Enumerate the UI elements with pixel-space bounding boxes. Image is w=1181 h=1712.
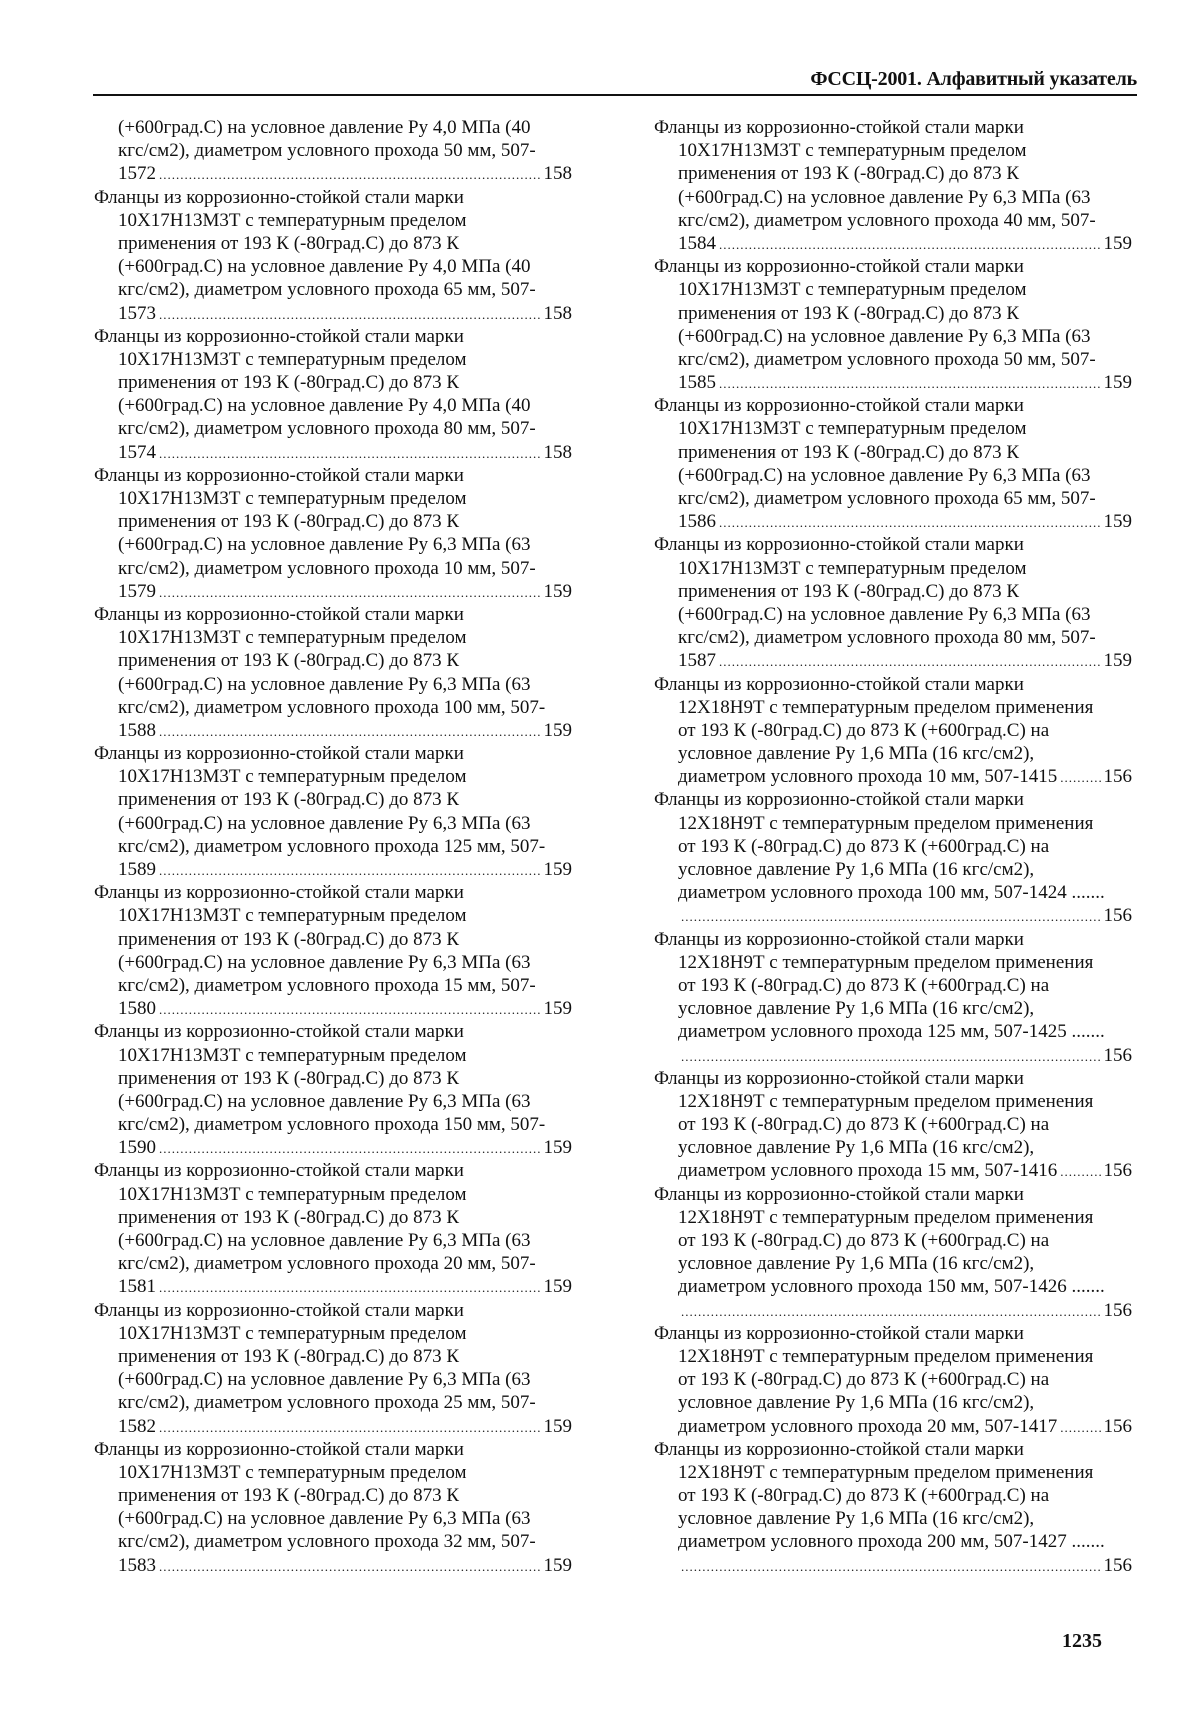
entry-line: применения от 193 К (-80град.С) до 873 К — [678, 441, 1020, 463]
entry-code: диаметром условного прохода 20 мм, 507-1417 — [678, 1415, 1058, 1437]
entry-line: 12Х18Н9Т с температурным пределом применения — [678, 951, 1094, 973]
index-entry — [94, 603, 572, 742]
entry-last-line — [654, 1554, 1132, 1577]
entry-line: 10Х17Н13М3Т с температурным пределом — [118, 627, 467, 649]
entry-code: 1587 — [678, 650, 716, 672]
entry-last-line — [94, 162, 572, 185]
entry-last-line — [94, 719, 572, 742]
entry-line: (+600град.С) на условное давление Ру 4,0 МПа (40 — [118, 256, 531, 278]
index-entry — [94, 742, 572, 881]
entry-page-number: 156 — [1103, 1044, 1132, 1066]
entry-line: (+600град.С) на условное давление Ру 6,3 МПа (63 — [678, 186, 1091, 208]
entry-line: 10Х17Н13М3Т с температурным пределом — [118, 1322, 467, 1344]
index-column-left — [94, 116, 572, 1577]
entry-line: 10Х17Н13М3Т с температурным пределом — [118, 766, 467, 788]
entry-line: применения от 193 К (-80град.С) до 873 К — [118, 1485, 460, 1507]
dot-leader — [681, 1300, 1101, 1322]
entry-line: Фланцы из коррозионно-стойкой стали марки — [654, 534, 1024, 556]
entry-last-line — [94, 1275, 572, 1298]
entry-page-number: 159 — [1103, 372, 1132, 394]
entry-line: условное давление Ру 1,6 МПа (16 кгс/см2), — [678, 1137, 1035, 1159]
entry-last-line — [94, 580, 572, 603]
entry-line: кгс/см2), диаметром условного прохода 32 мм, 507- — [118, 1531, 536, 1553]
dot-leader — [159, 1416, 541, 1438]
entry-line: Фланцы из коррозионно-стойкой стали марки — [94, 603, 464, 625]
entry-line: применения от 193 К (-80град.С) до 873 К — [118, 1206, 460, 1228]
entry-line: Фланцы из коррозионно-стойкой стали марки — [94, 882, 464, 904]
dot-leader — [159, 581, 541, 603]
entry-line: применения от 193 К (-80град.С) до 873 К — [118, 372, 460, 394]
entry-last-line — [654, 510, 1132, 533]
entry-line: (+600град.С) на условное давление Ру 6,3 МПа (63 — [118, 812, 531, 834]
entry-line: кгс/см2), диаметром условного прохода 10 мм, 507- — [118, 557, 536, 579]
entry-page-number: 159 — [543, 580, 572, 602]
entry-line: 12Х18Н9Т с температурным пределом применения — [678, 1206, 1094, 1228]
index-entry — [94, 1159, 572, 1298]
dot-leader — [159, 442, 541, 464]
entry-code: 1579 — [118, 580, 156, 602]
index-entry — [94, 186, 572, 325]
entry-page-number: 156 — [1103, 905, 1132, 927]
entry-line: 10Х17Н13М3Т с температурным пределом — [678, 140, 1027, 162]
entry-line: 10Х17Н13М3Т с температурным пределом — [118, 348, 467, 370]
entry-line: применения от 193 К (-80град.С) до 873 К — [118, 511, 460, 533]
entry-line: кгс/см2), диаметром условного прохода 65 мм, 507- — [678, 488, 1096, 509]
entry-line: 12Х18Н9Т с температурным пределом применения — [678, 1090, 1094, 1112]
entry-line: (+600град.С) на условное давление Ру 4,0 МПа (40 — [118, 117, 531, 138]
entry-line: кгс/см2), диаметром условного прохода 40 мм, 507- — [678, 209, 1096, 231]
entry-code: 1590 — [118, 1137, 156, 1159]
index-entry — [94, 1438, 572, 1577]
entry-line: Фланцы из коррозионно-стойкой стали марки — [94, 1438, 464, 1460]
entry-code: диаметром условного прохода 15 мм, 507-1416 — [678, 1160, 1058, 1182]
entry-last-line — [94, 1136, 572, 1159]
entry-page-number: 159 — [543, 1276, 572, 1298]
index-entry — [94, 325, 572, 464]
entry-page-number: 156 — [1103, 1415, 1132, 1437]
entry-line: Фланцы из коррозионно-стойкой стали марки — [654, 1322, 1024, 1344]
entry-code: 1583 — [118, 1554, 156, 1576]
dot-leader — [681, 1045, 1101, 1067]
entry-line: 10Х17Н13М3Т с температурным пределом — [678, 279, 1027, 301]
entry-line: (+600град.С) на условное давление Ру 6,3 МПа (63 — [118, 951, 531, 973]
entry-code: 1586 — [678, 511, 716, 533]
dot-leader — [159, 1276, 541, 1298]
entry-line: 10Х17Н13М3Т с температурным пределом — [678, 418, 1027, 440]
entry-line: Фланцы из коррозионно-стойкой стали марки — [654, 928, 1024, 950]
entry-line: кгс/см2), диаметром условного прохода 65 мм, 507- — [118, 279, 536, 301]
entry-last-line — [94, 997, 572, 1020]
index-entry — [94, 116, 572, 186]
entry-page-number: 159 — [543, 859, 572, 880]
entry-page-number: 159 — [543, 998, 572, 1020]
entry-line: 12Х18Н9Т с температурным пределом применения — [678, 1345, 1094, 1367]
entry-code: 1580 — [118, 998, 156, 1020]
dot-leader — [159, 998, 541, 1020]
entry-line: условное давление Ру 1,6 МПа (16 кгс/см2), — [678, 859, 1035, 880]
entry-line: применения от 193 К (-80град.С) до 873 К — [118, 1345, 460, 1367]
entry-line: 10Х17Н13М3Т с температурным пределом — [118, 488, 467, 509]
entry-page-number: 159 — [543, 1137, 572, 1159]
entry-page-number: 159 — [543, 1415, 572, 1437]
entry-line: от 193 К (-80град.С) до 873 К (+600град.С) на — [678, 719, 1050, 741]
dot-leader — [719, 372, 1101, 394]
entry-line: условное давление Ру 1,6 МПа (16 кгс/см2), — [678, 998, 1035, 1020]
entry-code: 1573 — [118, 302, 156, 324]
entry-line: применения от 193 К (-80град.С) до 873 К — [118, 789, 460, 811]
entry-line: (+600град.С) на условное давление Ру 6,3 МПа (63 — [118, 673, 531, 695]
running-header — [93, 66, 1137, 96]
entry-line: 10Х17Н13М3Т с температурным пределом — [118, 209, 467, 231]
entry-line: применения от 193 К (-80град.С) до 873 К — [118, 232, 460, 254]
entry-line: кгс/см2), диаметром условного прохода 50 мм, 507- — [678, 348, 1096, 370]
entry-line: Фланцы из коррозионно-стойкой стали марки — [94, 325, 464, 347]
entry-page-number: 159 — [1103, 232, 1132, 254]
index-entry — [654, 1438, 1132, 1577]
entry-line: от 193 К (-80град.С) до 873 К (+600град.С) на — [678, 974, 1050, 996]
entry-code: 1585 — [678, 372, 716, 394]
dot-leader — [1060, 766, 1100, 788]
entry-last-line — [654, 1044, 1132, 1067]
entry-line: от 193 К (-80град.С) до 873 К (+600град.С) на — [678, 835, 1050, 857]
entry-line: условное давление Ру 1,6 МПа (16 кгс/см2), — [678, 1508, 1035, 1530]
entry-line: Фланцы из коррозионно-стойкой стали марки — [654, 673, 1024, 695]
entry-line: от 193 К (-80град.С) до 873 К (+600град.С) на — [678, 1114, 1050, 1136]
entry-page-number: 156 — [1103, 1299, 1132, 1321]
index-entry — [654, 673, 1132, 789]
entry-line: Фланцы из коррозионно-стойкой стали марки — [654, 1438, 1024, 1460]
entry-last-line — [654, 371, 1132, 394]
entry-page-number: 156 — [1103, 1160, 1132, 1182]
entry-last-line — [654, 904, 1132, 927]
entry-line: кгс/см2), диаметром условного прохода 100 мм, 507- — [118, 696, 546, 718]
index-entry — [654, 1067, 1132, 1183]
entry-last-line — [94, 441, 572, 464]
entry-last-line — [654, 1159, 1132, 1182]
index-entry — [654, 394, 1132, 533]
entry-line: (+600град.С) на условное давление Ру 6,3 МПа (63 — [678, 464, 1091, 486]
dot-leader — [159, 303, 541, 325]
dot-leader — [719, 511, 1101, 533]
entry-code: 1584 — [678, 232, 716, 254]
entry-page-number: 156 — [1103, 1554, 1132, 1576]
entry-line: применения от 193 К (-80град.С) до 873 К — [118, 650, 460, 672]
entry-line: применения от 193 К (-80град.С) до 873 К — [118, 1067, 460, 1089]
entry-line: кгс/см2), диаметром условного прохода 80 мм, 507- — [678, 627, 1096, 649]
entry-line: Фланцы из коррозионно-стойкой стали марки — [94, 1299, 464, 1321]
entry-page-number: 158 — [543, 163, 572, 185]
entry-line: от 193 К (-80град.С) до 873 К (+600град.С) на — [678, 1230, 1050, 1251]
entry-last-line — [94, 1554, 572, 1577]
entry-line: 10Х17Н13М3Т с температурным пределом — [118, 1044, 467, 1066]
entry-line: 12Х18Н9Т с температурным пределом применения — [678, 1461, 1094, 1483]
entry-code: 1589 — [118, 859, 156, 880]
entry-line: 10Х17Н13М3Т с температурным пределом — [118, 905, 467, 927]
entry-line: Фланцы из коррозионно-стойкой стали марки — [94, 464, 464, 486]
entry-line: условное давление Ру 1,6 МПа (16 кгс/см2), — [678, 1392, 1035, 1414]
dot-leader — [159, 163, 541, 185]
entry-line: (+600град.С) на условное давление Ру 6,3 МПа (63 — [118, 1230, 531, 1251]
entry-line: Фланцы из коррозионно-стойкой стали марки — [94, 743, 464, 765]
entry-line: (+600град.С) на условное давление Ру 6,3 МПа (63 — [678, 603, 1091, 625]
entry-line: применения от 193 К (-80град.С) до 873 К — [678, 302, 1020, 324]
dot-leader — [681, 905, 1101, 927]
index-entry — [94, 464, 572, 603]
entry-line: кгс/см2), диаметром условного прохода 25 мм, 507- — [118, 1392, 536, 1414]
entry-line: Фланцы из коррозионно-стойкой стали марки — [654, 117, 1024, 138]
entry-last-line — [654, 649, 1132, 672]
index-entry — [654, 255, 1132, 394]
entry-last-line — [654, 1415, 1132, 1438]
entry-line: условное давление Ру 1,6 МПа (16 кгс/см2), — [678, 1253, 1035, 1275]
entry-line: от 193 К (-80град.С) до 873 К (+600град.С) на — [678, 1369, 1050, 1391]
entry-line: 12Х18Н9Т с температурным пределом применения — [678, 812, 1094, 834]
entry-line: Фланцы из коррозионно-стойкой стали марки — [94, 1021, 464, 1043]
entry-line: (+600град.С) на условное давление Ру 6,3 МПа (63 — [118, 534, 531, 556]
entry-line: Фланцы из коррозионно-стойкой стали марки — [654, 256, 1024, 278]
index-entry — [654, 533, 1132, 672]
index-entry — [654, 1322, 1132, 1438]
entry-page-number: 158 — [543, 302, 572, 324]
entry-line: диаметром условного прохода 150 мм, 507-1426 ....... — [678, 1276, 1105, 1298]
dot-leader — [1060, 1160, 1100, 1182]
entry-line: применения от 193 К (-80град.С) до 873 К — [678, 163, 1020, 185]
entry-line: Фланцы из коррозионно-стойкой стали марки — [94, 186, 464, 208]
entry-line: кгс/см2), диаметром условного прохода 125 мм, 507- — [118, 835, 546, 857]
entry-page-number: 156 — [1103, 766, 1132, 788]
index-column-right — [654, 116, 1132, 1577]
entry-line: кгс/см2), диаметром условного прохода 50 мм, 507- — [118, 140, 536, 162]
entry-last-line — [94, 1415, 572, 1438]
index-entry — [94, 881, 572, 1020]
entry-line: от 193 К (-80град.С) до 873 К (+600град.С) на — [678, 1485, 1050, 1507]
dot-leader — [719, 233, 1101, 255]
index-entry — [654, 928, 1132, 1067]
entry-line: 12Х18Н9Т с температурным пределом применения — [678, 696, 1094, 718]
index-entry — [654, 1183, 1132, 1322]
entry-line: кгс/см2), диаметром условного прохода 150 мм, 507- — [118, 1114, 546, 1136]
entry-line: 10Х17Н13М3Т с температурным пределом — [118, 1461, 467, 1483]
entry-code: 1582 — [118, 1415, 156, 1437]
dot-leader — [1060, 1416, 1100, 1438]
entry-code: 1581 — [118, 1276, 156, 1298]
entry-line: Фланцы из коррозионно-стойкой стали марки — [654, 395, 1024, 417]
entry-line: условное давление Ру 1,6 МПа (16 кгс/см2), — [678, 743, 1035, 765]
dot-leader — [681, 1555, 1101, 1577]
entry-line: (+600град.С) на условное давление Ру 4,0 МПа (40 — [118, 395, 531, 417]
entry-line: 10Х17Н13М3Т с температурным пределом — [678, 557, 1027, 579]
entry-line: диаметром условного прохода 200 мм, 507-1427 ....... — [678, 1531, 1105, 1553]
entry-page-number: 159 — [1103, 650, 1132, 672]
dot-leader — [719, 650, 1101, 672]
index-entry — [654, 788, 1132, 927]
index-entry — [654, 116, 1132, 255]
entry-line: (+600град.С) на условное давление Ру 6,3 МПа (63 — [118, 1508, 531, 1530]
entry-code: 1588 — [118, 719, 156, 741]
entry-code: 1572 — [118, 163, 156, 185]
page-number: 1235 — [1062, 1630, 1102, 1652]
entry-line: Фланцы из коррозионно-стойкой стали марки — [654, 1067, 1024, 1089]
dot-leader — [159, 720, 541, 742]
entry-last-line — [654, 232, 1132, 255]
entry-code: диаметром условного прохода 10 мм, 507-1415 — [678, 766, 1058, 788]
entry-last-line — [654, 1299, 1132, 1322]
entry-code: 1574 — [118, 441, 156, 463]
entry-line: (+600град.С) на условное давление Ру 6,3 МПа (63 — [118, 1090, 531, 1112]
entry-line: (+600град.С) на условное давление Ру 6,3 МПа (63 — [678, 325, 1091, 347]
entry-line: кгс/см2), диаметром условного прохода 80 мм, 507- — [118, 418, 536, 440]
index-entry — [94, 1020, 572, 1159]
entry-page-number: 159 — [543, 1554, 572, 1576]
dot-leader — [159, 859, 541, 881]
entry-line: Фланцы из коррозионно-стойкой стали марки — [94, 1160, 464, 1182]
index-entry — [94, 1299, 572, 1438]
entry-line: применения от 193 К (-80град.С) до 873 К — [118, 928, 460, 950]
entry-last-line — [94, 302, 572, 325]
entry-line: диаметром условного прохода 125 мм, 507-1425 ....... — [678, 1021, 1105, 1043]
entry-line: применения от 193 К (-80град.С) до 873 К — [678, 580, 1020, 602]
entry-page-number: 159 — [543, 719, 572, 741]
dot-leader — [159, 1555, 541, 1577]
entry-line: 10Х17Н13М3Т с температурным пределом — [118, 1183, 467, 1205]
entry-last-line — [94, 858, 572, 881]
header-title: ФССЦ-2001. Алфавитный указатель — [810, 68, 1137, 90]
entry-line: диаметром условного прохода 100 мм, 507-1424 ....... — [678, 882, 1105, 904]
entry-page-number: 158 — [543, 441, 572, 463]
entry-line: кгс/см2), диаметром условного прохода 20 мм, 507- — [118, 1253, 536, 1275]
entry-last-line — [654, 765, 1132, 788]
entry-line: (+600град.С) на условное давление Ру 6,3 МПа (63 — [118, 1369, 531, 1391]
entry-line: Фланцы из коррозионно-стойкой стали марки — [654, 1183, 1024, 1205]
entry-page-number: 159 — [1103, 511, 1132, 533]
entry-line: кгс/см2), диаметром условного прохода 15 мм, 507- — [118, 974, 536, 996]
entry-line: Фланцы из коррозионно-стойкой стали марки — [654, 789, 1024, 811]
dot-leader — [159, 1137, 541, 1159]
